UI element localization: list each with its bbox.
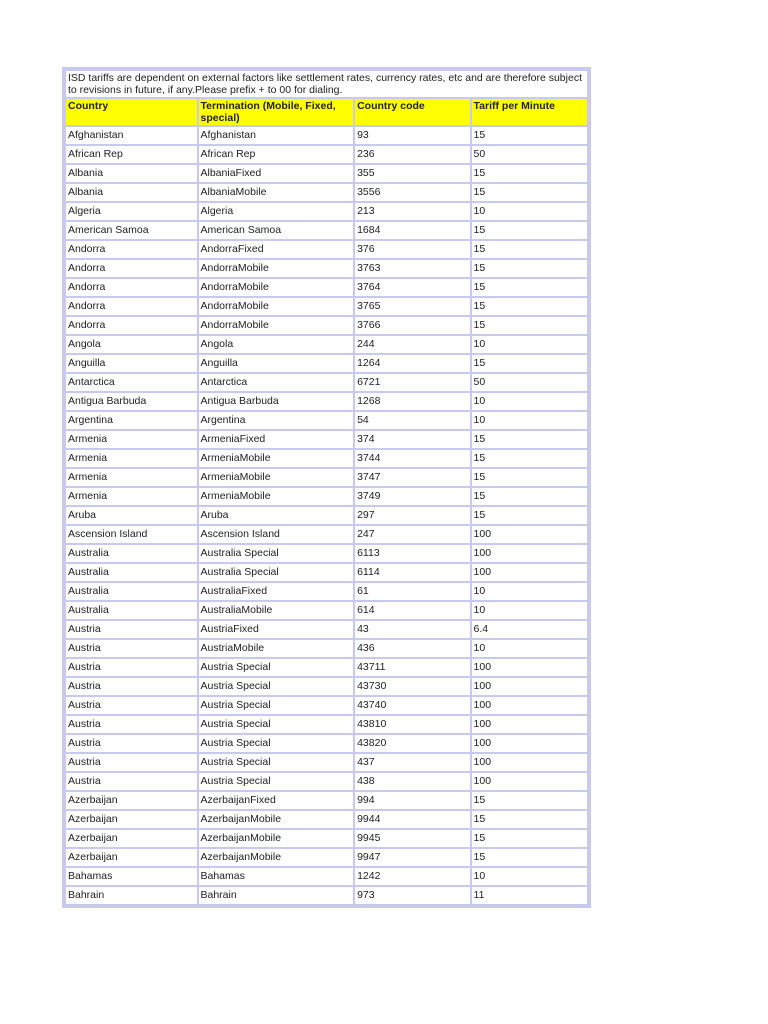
cell-termination: Ascension Island (199, 526, 354, 543)
cell-country-code: 247 (355, 526, 469, 543)
cell-tariff: 15 (472, 298, 587, 315)
cell-tariff: 10 (472, 393, 587, 410)
cell-country: Austria (66, 659, 197, 676)
cell-country-code: 1684 (355, 222, 469, 239)
cell-termination: Antarctica (199, 374, 354, 391)
cell-termination: AzerbaijanMobile (199, 849, 354, 866)
cell-termination: AustriaFixed (199, 621, 354, 638)
table-row (66, 127, 587, 144)
cell-tariff: 15 (472, 165, 587, 182)
cell-termination: AustriaMobile (199, 640, 354, 657)
cell-country: Australia (66, 583, 197, 600)
cell-country-code: 3747 (355, 469, 469, 486)
cell-country-code: 6721 (355, 374, 469, 391)
table-row (66, 621, 587, 638)
table-row (66, 583, 587, 600)
cell-country: Antarctica (66, 374, 197, 391)
cell-tariff: 15 (472, 241, 587, 258)
table-row (66, 697, 587, 714)
cell-country-code: 614 (355, 602, 469, 619)
cell-termination: Argentina (199, 412, 354, 429)
cell-country: Andorra (66, 279, 197, 296)
cell-termination: AzerbaijanFixed (199, 792, 354, 809)
table-row (66, 773, 587, 790)
cell-termination: Austria Special (199, 735, 354, 752)
cell-termination: ArmeniaFixed (199, 431, 354, 448)
cell-termination: ArmeniaMobile (199, 450, 354, 467)
cell-country: Armenia (66, 469, 197, 486)
cell-tariff: 10 (472, 602, 587, 619)
cell-country-code: 3749 (355, 488, 469, 505)
cell-termination: AzerbaijanMobile (199, 830, 354, 847)
table-row (66, 279, 587, 296)
cell-tariff: 100 (472, 526, 587, 543)
cell-country: Argentina (66, 412, 197, 429)
cell-tariff: 100 (472, 735, 587, 752)
cell-termination: Algeria (199, 203, 354, 220)
cell-country: Andorra (66, 317, 197, 334)
cell-termination: ArmeniaMobile (199, 469, 354, 486)
cell-country-code: 438 (355, 773, 469, 790)
cell-country-code: 1268 (355, 393, 469, 410)
cell-country-code: 9945 (355, 830, 469, 847)
cell-country: Azerbaijan (66, 849, 197, 866)
cell-tariff: 15 (472, 222, 587, 239)
table-row (66, 260, 587, 277)
cell-country: Ascension Island (66, 526, 197, 543)
cell-country: Austria (66, 773, 197, 790)
table-row (66, 564, 587, 581)
cell-country-code: 3766 (355, 317, 469, 334)
cell-country: Austria (66, 716, 197, 733)
cell-termination: Bahamas (199, 868, 354, 885)
header-country-code: Country code (355, 99, 469, 125)
cell-termination: Antigua Barbuda (199, 393, 354, 410)
cell-tariff: 100 (472, 697, 587, 714)
cell-country: Albania (66, 165, 197, 182)
table-row (66, 792, 587, 809)
cell-termination: Angola (199, 336, 354, 353)
table-row (66, 298, 587, 315)
cell-tariff: 10 (472, 868, 587, 885)
table-body (66, 127, 587, 904)
cell-termination: AzerbaijanMobile (199, 811, 354, 828)
table-row (66, 412, 587, 429)
cell-termination: Afghanistan (199, 127, 354, 144)
cell-termination: Austria Special (199, 773, 354, 790)
cell-tariff: 15 (472, 431, 587, 448)
cell-country: Austria (66, 754, 197, 771)
cell-termination: Austria Special (199, 659, 354, 676)
cell-termination: ArmeniaMobile (199, 488, 354, 505)
table-row (66, 355, 587, 372)
cell-country-code: 43820 (355, 735, 469, 752)
cell-tariff: 50 (472, 146, 587, 163)
cell-country: Antigua Barbuda (66, 393, 197, 410)
table-row (66, 735, 587, 752)
cell-termination: Anguilla (199, 355, 354, 372)
cell-tariff: 100 (472, 773, 587, 790)
table-row (66, 469, 587, 486)
cell-country-code: 43 (355, 621, 469, 638)
cell-termination: AustraliaFixed (199, 583, 354, 600)
header-termination: Termination (Mobile, Fixed, special) (199, 99, 354, 125)
cell-tariff: 100 (472, 659, 587, 676)
cell-country: Afghanistan (66, 127, 197, 144)
cell-country: Azerbaijan (66, 811, 197, 828)
cell-country-code: 43730 (355, 678, 469, 695)
cell-country: Andorra (66, 241, 197, 258)
cell-country: Algeria (66, 203, 197, 220)
cell-country: Australia (66, 564, 197, 581)
cell-tariff: 10 (472, 583, 587, 600)
header-tariff: Tariff per Minute (472, 99, 587, 125)
cell-tariff: 15 (472, 355, 587, 372)
cell-termination: AustraliaMobile (199, 602, 354, 619)
table-row (66, 184, 587, 201)
cell-country-code: 355 (355, 165, 469, 182)
tariff-note: ISD tariffs are dependent on external factors like settlement rates, currency rates, etc and are therefore subject to revisions in future, if any.Please prefix + to 00 for dialing. (66, 71, 587, 97)
cell-country-code: 374 (355, 431, 469, 448)
cell-tariff: 15 (472, 830, 587, 847)
table-row (66, 317, 587, 334)
cell-country-code: 3764 (355, 279, 469, 296)
cell-tariff: 15 (472, 450, 587, 467)
cell-country-code: 437 (355, 754, 469, 771)
cell-termination: Bahrain (199, 887, 354, 904)
cell-country-code: 3763 (355, 260, 469, 277)
cell-country: Albania (66, 184, 197, 201)
cell-termination: AndorraMobile (199, 298, 354, 315)
cell-country: Austria (66, 697, 197, 714)
cell-tariff: 10 (472, 336, 587, 353)
cell-termination: African Rep (199, 146, 354, 163)
cell-termination: AlbaniaFixed (199, 165, 354, 182)
cell-termination: AlbaniaMobile (199, 184, 354, 201)
cell-tariff: 15 (472, 507, 587, 524)
table-row (66, 222, 587, 239)
table-row (66, 659, 587, 676)
table-row (66, 241, 587, 258)
cell-country: Austria (66, 735, 197, 752)
table-row (66, 374, 587, 391)
cell-termination: Austria Special (199, 697, 354, 714)
cell-country-code: 213 (355, 203, 469, 220)
cell-tariff: 50 (472, 374, 587, 391)
cell-tariff: 15 (472, 127, 587, 144)
cell-tariff: 15 (472, 849, 587, 866)
cell-country: Australia (66, 545, 197, 562)
table-row (66, 526, 587, 543)
table-row (66, 507, 587, 524)
cell-country-code: 1242 (355, 868, 469, 885)
table-row (66, 203, 587, 220)
table-row (66, 602, 587, 619)
cell-country: Aruba (66, 507, 197, 524)
cell-tariff: 10 (472, 412, 587, 429)
cell-country-code: 43740 (355, 697, 469, 714)
cell-tariff: 6.4 (472, 621, 587, 638)
header-row (66, 99, 587, 125)
cell-country: Austria (66, 640, 197, 657)
cell-country-code: 376 (355, 241, 469, 258)
table-row (66, 393, 587, 410)
cell-country-code: 3765 (355, 298, 469, 315)
table-row (66, 811, 587, 828)
cell-country-code: 9947 (355, 849, 469, 866)
cell-country-code: 236 (355, 146, 469, 163)
cell-country: Azerbaijan (66, 830, 197, 847)
cell-country: Angola (66, 336, 197, 353)
cell-country-code: 1264 (355, 355, 469, 372)
cell-tariff: 100 (472, 716, 587, 733)
cell-country: African Rep (66, 146, 197, 163)
cell-country: Austria (66, 678, 197, 695)
cell-country-code: 3744 (355, 450, 469, 467)
cell-country-code: 244 (355, 336, 469, 353)
tariff-table (64, 69, 589, 906)
table-row (66, 450, 587, 467)
table-row (66, 716, 587, 733)
cell-termination: Austria Special (199, 716, 354, 733)
cell-country-code: 43711 (355, 659, 469, 676)
cell-termination: AndorraMobile (199, 279, 354, 296)
cell-tariff: 15 (472, 792, 587, 809)
cell-country-code: 3556 (355, 184, 469, 201)
cell-tariff: 15 (472, 260, 587, 277)
cell-country-code: 43810 (355, 716, 469, 733)
table-row (66, 868, 587, 885)
cell-country-code: 9944 (355, 811, 469, 828)
cell-tariff: 11 (472, 887, 587, 904)
table-row (66, 678, 587, 695)
cell-country: American Samoa (66, 222, 197, 239)
cell-country: Bahamas (66, 868, 197, 885)
cell-termination: American Samoa (199, 222, 354, 239)
cell-country-code: 93 (355, 127, 469, 144)
cell-country: Armenia (66, 488, 197, 505)
cell-country: Bahrain (66, 887, 197, 904)
cell-country-code: 973 (355, 887, 469, 904)
table-row (66, 545, 587, 562)
cell-tariff: 15 (472, 811, 587, 828)
table-row (66, 849, 587, 866)
cell-country-code: 994 (355, 792, 469, 809)
cell-tariff: 15 (472, 469, 587, 486)
cell-termination: AndorraMobile (199, 317, 354, 334)
cell-tariff: 100 (472, 754, 587, 771)
cell-termination: Austria Special (199, 754, 354, 771)
cell-country-code: 61 (355, 583, 469, 600)
cell-country: Austria (66, 621, 197, 638)
header-country: Country (66, 99, 197, 125)
cell-tariff: 15 (472, 488, 587, 505)
table-row (66, 488, 587, 505)
cell-country: Armenia (66, 431, 197, 448)
cell-termination: Aruba (199, 507, 354, 524)
cell-tariff: 15 (472, 184, 587, 201)
table-row (66, 336, 587, 353)
cell-tariff: 15 (472, 317, 587, 334)
table-row (66, 146, 587, 163)
cell-tariff: 100 (472, 564, 587, 581)
cell-country: Anguilla (66, 355, 197, 372)
cell-tariff: 10 (472, 203, 587, 220)
cell-termination: Australia Special (199, 545, 354, 562)
cell-tariff: 10 (472, 640, 587, 657)
table-row (66, 754, 587, 771)
tariff-sheet (62, 67, 591, 908)
cell-country-code: 54 (355, 412, 469, 429)
cell-termination: AndorraMobile (199, 260, 354, 277)
cell-termination: AndorraFixed (199, 241, 354, 258)
table-row (66, 431, 587, 448)
cell-country: Australia (66, 602, 197, 619)
cell-country: Azerbaijan (66, 792, 197, 809)
cell-country: Andorra (66, 298, 197, 315)
cell-country-code: 297 (355, 507, 469, 524)
table-row (66, 830, 587, 847)
cell-termination: Australia Special (199, 564, 354, 581)
note-row (66, 71, 587, 97)
cell-tariff: 15 (472, 279, 587, 296)
cell-country-code: 6114 (355, 564, 469, 581)
cell-country: Andorra (66, 260, 197, 277)
cell-tariff: 100 (472, 678, 587, 695)
cell-country-code: 436 (355, 640, 469, 657)
cell-country: Armenia (66, 450, 197, 467)
cell-tariff: 100 (472, 545, 587, 562)
cell-country-code: 6113 (355, 545, 469, 562)
cell-termination: Austria Special (199, 678, 354, 695)
table-row (66, 887, 587, 904)
table-row (66, 640, 587, 657)
table-row (66, 165, 587, 182)
